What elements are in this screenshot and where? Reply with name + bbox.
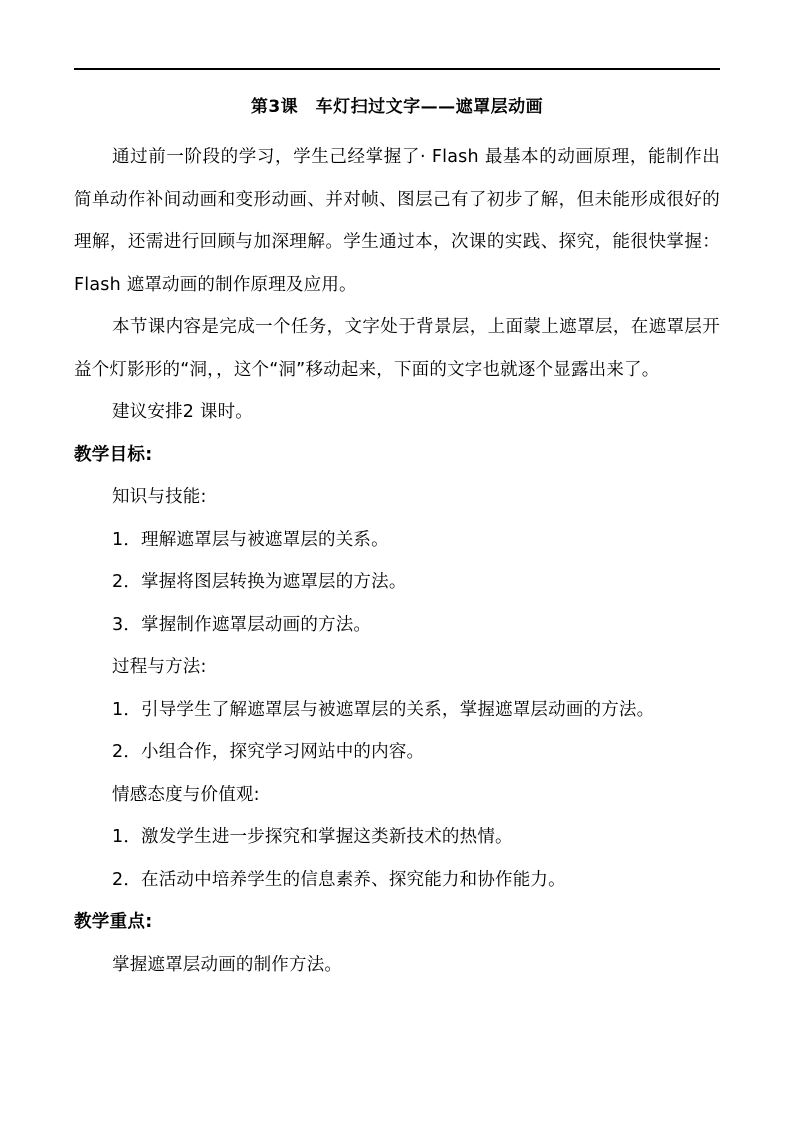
document-body bbox=[74, 92, 720, 986]
page-title: 第3课 车灯扫过文字——遮罩层动画 bbox=[250, 97, 544, 117]
list-item: 1．激发学生进一步探究和掌握这类新技术的热情。 bbox=[112, 827, 513, 847]
intro-paragraph-1: 通过前一阶段的学习，学生己经掌握了· Flash 最基本的动画原理，能制作出简单动作补间动画和变形动画、并对帧、图层己有了初步了解，但未能形成很好的理解，还需进行回顾与加深理解。学生通过本，次课的实践、探究，能很快掌握：Flash 遮罩动画的制作原理及应用。 bbox=[74, 147, 720, 295]
subheading-process-methods: 过程与方法: bbox=[112, 657, 207, 677]
list-item: 1．理解遮罩层与被遮罩层的关系。 bbox=[112, 529, 389, 550]
section-heading-objectives: 教学目标: bbox=[74, 444, 153, 465]
intro-paragraph-2: 本节课内容是完成一个任务，文字处于背景层，上面蒙上遮罩层，在遮罩层开益个灯影形的“洞，，这个“洞”移动起来，下面的文字也就逐个显露出来了。 bbox=[74, 317, 720, 380]
subheading-attitude-values: 情感态度与价值观: bbox=[112, 784, 260, 805]
section-heading-key-points: 教学重点: bbox=[74, 912, 153, 932]
list-item: 3．掌握制作遮罩层动画的方法。 bbox=[112, 614, 372, 635]
list-item: 2．小组合作，探究学习网站中的内容。 bbox=[112, 742, 425, 762]
schedule-note: 建议安排2 课时。 bbox=[112, 402, 253, 422]
list-item: 2．在活动中培养学生的信息素养、探究能力和协作能力。 bbox=[112, 869, 566, 890]
list-item: 2．掌握将图层转换为遮罩层的方法。 bbox=[112, 572, 407, 592]
header-rule bbox=[74, 68, 720, 70]
key-points-body: 掌握遮罩层动画的制作方法。 bbox=[112, 954, 343, 975]
subheading-knowledge-skills: 知识与技能: bbox=[112, 487, 207, 507]
list-item: 1．引导学生了解遮罩层与被遮罩层的关系，掌握遮罩层动画的方法。 bbox=[112, 699, 655, 720]
